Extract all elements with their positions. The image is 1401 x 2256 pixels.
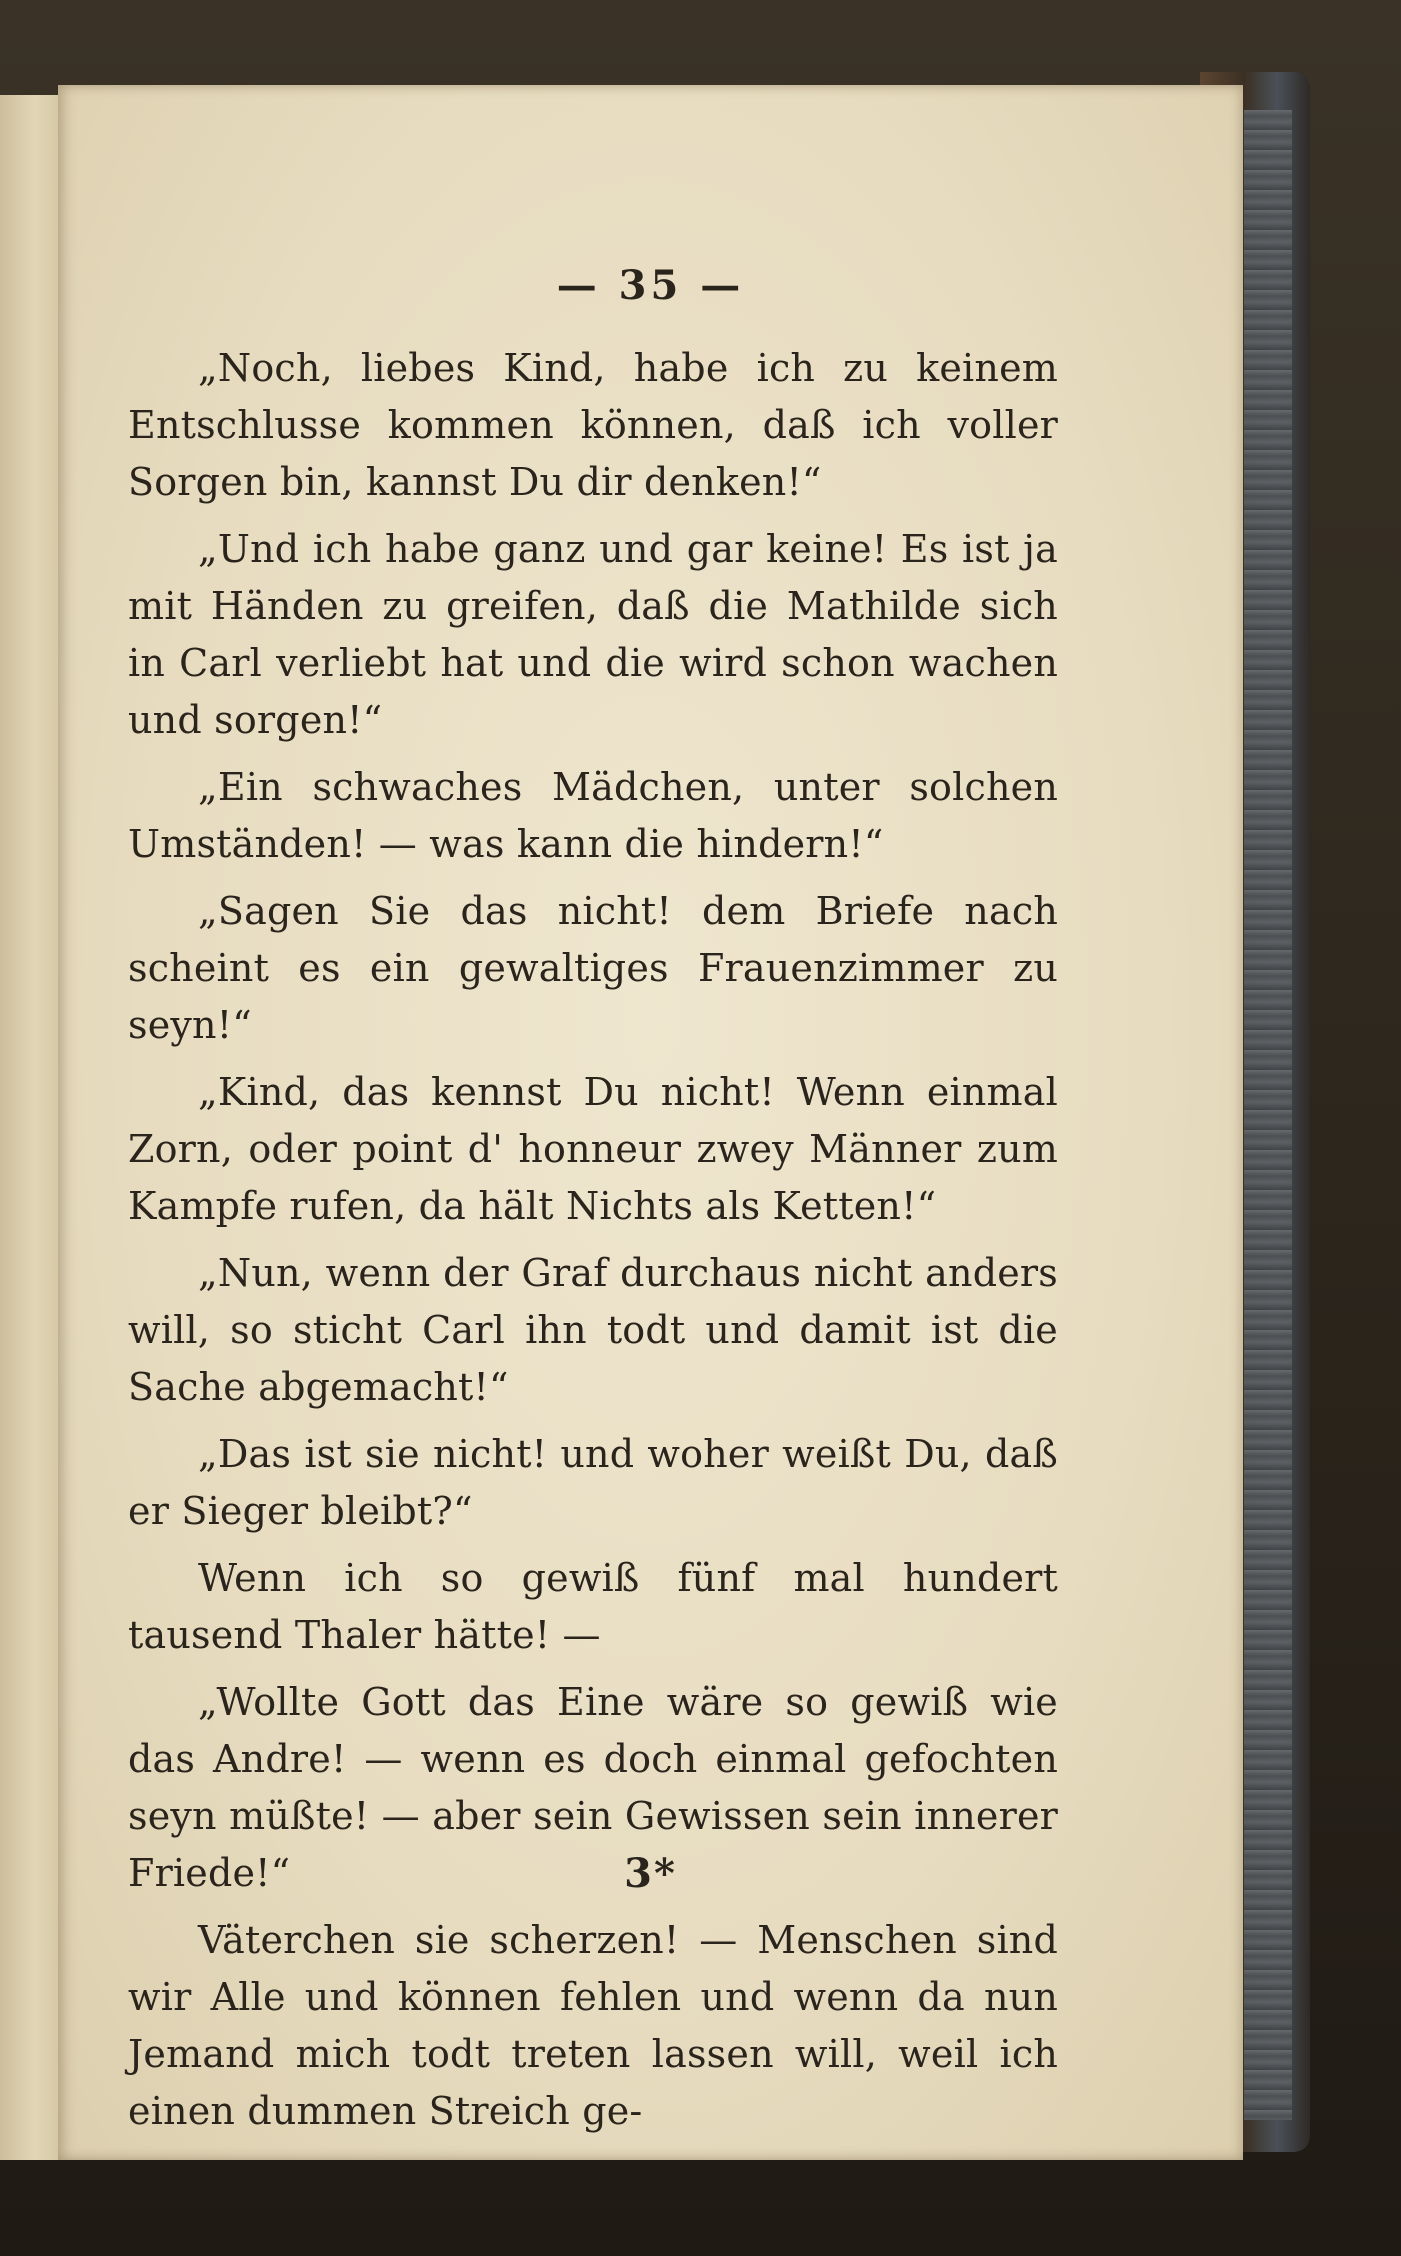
paragraph: „Wollte Gott das Eine wäre so gewiß wie das Andre! — wenn es doch einmal gefochten seyn müßte! — aber sein Gewissen sein innerer Friede!“ [128, 1680, 1058, 1895]
paragraph: „Noch, liebes Kind, habe ich zu keinem Entschlusse kommen können, daß ich voller Sorgen bin, kannst Du dir denken!“ [128, 346, 1058, 504]
paragraph: Väterchen sie scherzen! — Menschen sind wir Alle und können fehlen und wenn da nun Jemand mich todt treten lassen will, weil ich einen dummen Streich ge- [128, 1918, 1058, 2133]
facing-page-edge [0, 95, 60, 2160]
paragraph: „Und ich habe ganz und gar keine! Es ist ja mit Händen zu greifen, daß die Mathilde sich in Carl verliebt hat und die wird schon wachen und sorgen!“ [128, 527, 1058, 742]
paragraph: Wenn ich so gewiß fünf mal hundert tausend Thaler hätte! — [128, 1556, 1058, 1657]
paragraph: „Sagen Sie das nicht! dem Briefe nach scheint es ein gewaltiges Frauenzimmer zu seyn!“ [128, 889, 1058, 1047]
signature-mark: 3* [624, 1850, 677, 1897]
page-number: — 35 — [556, 262, 745, 309]
paragraph: „Ein schwaches Mädchen, unter solchen Umständen! — was kann die hindern!“ [128, 765, 1058, 866]
book-spine-edge [1244, 110, 1292, 2120]
paragraph: „Kind, das kennst Du nicht! Wenn einmal Zorn, oder point d' honneur zwey Männer zum Kampfe rufen, da hält Nichts als Ketten!“ [128, 1070, 1058, 1228]
paragraph: „Nun, wenn der Graf durchaus nicht anders will, so sticht Carl ihn todt und damit ist die Sache abgemacht!“ [128, 1251, 1058, 1409]
paragraph: „Das ist sie nicht! und woher weißt Du, daß er Sieger bleibt?“ [128, 1432, 1058, 1533]
